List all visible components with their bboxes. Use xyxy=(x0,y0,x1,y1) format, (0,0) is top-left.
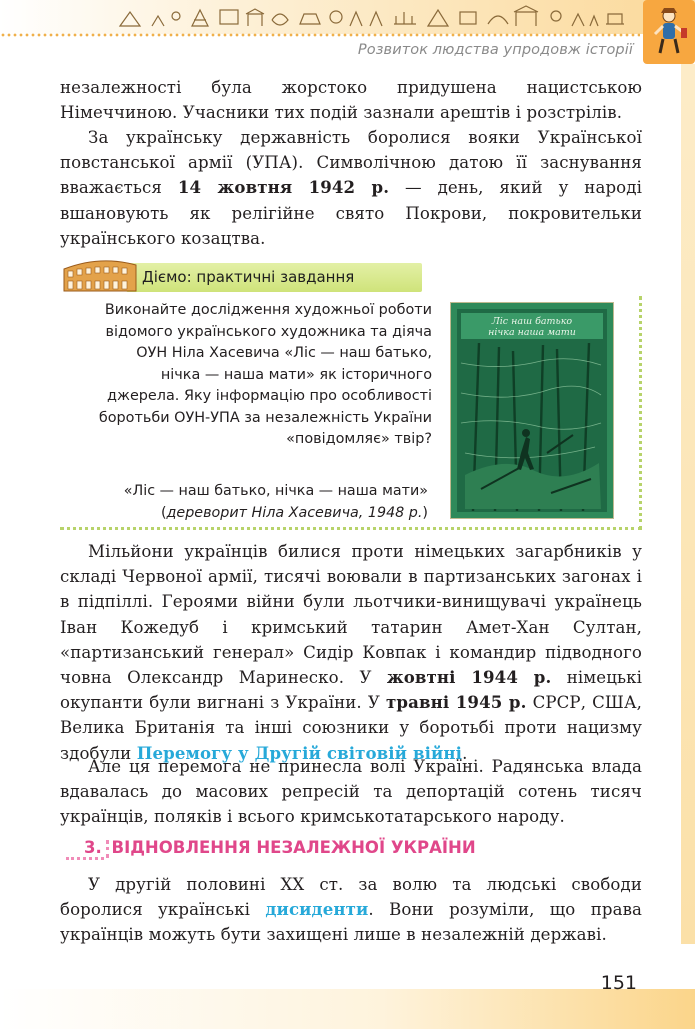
practice-title: Діємо: практичні завдання xyxy=(142,268,355,286)
paragraph-5 xyxy=(60,872,642,948)
caption-paren-close: ) xyxy=(422,504,428,521)
section-number: 3. xyxy=(62,838,106,857)
term-victory-ww2[interactable]: Перемогу у Другій світовій війні xyxy=(136,742,463,763)
section-heading xyxy=(62,838,476,857)
paragraph-1: незалежності була жорстоко придушена нацистською Німеччиною. Учасники тих подій зазнали арештів і розстрілів. xyxy=(60,78,642,123)
caption-source xyxy=(120,503,428,525)
svg-text:Ліс наш батько: Ліс наш батько xyxy=(491,316,573,327)
artwork-caption xyxy=(120,481,428,524)
colosseum-icon xyxy=(60,255,140,295)
paragraph-3-text-c: СРСР, США, Велика Британія та інші союзники у боротьбі проти нацизму здобули xyxy=(60,693,642,763)
practice-heading xyxy=(60,255,428,295)
header-decorative-band xyxy=(0,0,695,34)
paragraph-2-text-b: — день, який у народі вшановують як релігійне свято Покрови, покровительки українського козацтва. xyxy=(60,178,643,248)
svg-text:нічка наша мати: нічка наша мати xyxy=(488,327,576,338)
paragraph-3-text-a: Мільйони українців билися проти німецьких загарбників у складі Червоної армії, тисячі воювали в партизанських загонах і в підпіллі. Героями війни були льотчики-винищувачі українець Іван Кожедуб і кримський татарин Амет-Хан Султан, «партизанський генерал» Сидір Ковпак і командир підводного човна Олександр Маринеско. У xyxy=(60,542,642,688)
term-dissidents[interactable]: дисиденти xyxy=(265,899,369,920)
date-oct-1944: жовтні 1944 р. xyxy=(386,667,552,688)
page-edge-bar xyxy=(681,64,695,944)
page-number: 151 xyxy=(600,972,637,994)
paragraph-3-text-b: німецькі окупанти були вигнані з України. У xyxy=(60,668,642,713)
caption-title: «Ліс — наш батько, нічка — наша мати» xyxy=(123,483,428,499)
practice-task-text: Виконайте дослідження художньої роботи відомого українського художника та діяча ОУН Ніла Хасевича «Ліс — наш батько, нічка — наша мати» як історичного джерела. Яку інформацію про особливості боротьби ОУН-УПА за незалежність України «повідомляє» твір? xyxy=(98,302,432,447)
section-title: ВІДНОВЛЕННЯ НЕЗАЛЕЖНОЇ УКРАЇНИ xyxy=(111,838,476,857)
date-may-1945: травні 1945 р. xyxy=(386,692,527,713)
paragraph-2 xyxy=(60,125,642,251)
paragraph-4: Але ця перемога не принесла волі Україні. Радянська влада вдавалась до масових репресій та депортацій сотень тисяч українців, поляків і всього кримськотатарського народу. xyxy=(60,757,642,827)
caption-italic: дереворит Ніла Хасевича, 1948 р. xyxy=(166,504,423,521)
paragraph-3 xyxy=(60,539,642,766)
header-dotted-rule xyxy=(0,33,640,37)
paragraph-5-text-a: У другій половині XX ст. за волю та людські свободи боролися українські xyxy=(60,875,642,920)
paragraph-2-text-a: За українську державність боролися вояки Української повстанської армії (УПА). Символічною датою її заснування вважається xyxy=(60,128,642,198)
footer-band xyxy=(0,989,695,1029)
paragraph-5-text-b: . Вони розуміли, що права українців можуть бути захищені лише в незалежній державі. xyxy=(60,900,643,945)
running-head-title: Розвиток людства упродовж історії xyxy=(357,42,633,58)
caption-paren-open: ( xyxy=(160,504,167,521)
paragraph-3-text-d: . xyxy=(462,743,468,763)
woodcut-artwork-image xyxy=(450,302,614,519)
corner-tab xyxy=(643,0,695,64)
date-upa-founding: 14 жовтня 1942 р. xyxy=(177,177,390,198)
